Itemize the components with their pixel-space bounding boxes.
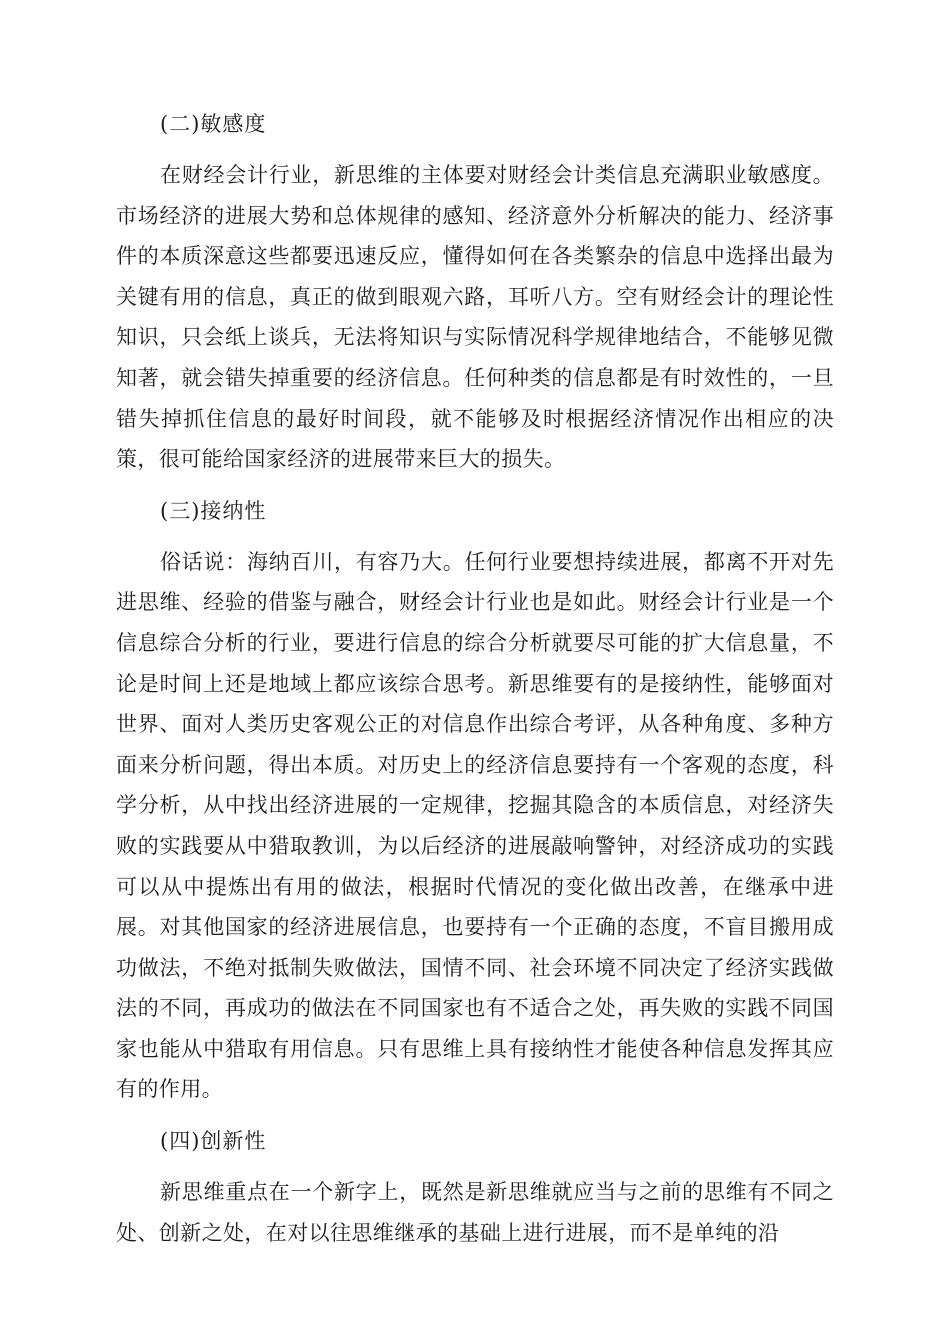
- section-heading-acceptance: (三)接纳性: [160, 498, 267, 523]
- section-body-acceptance: 俗话说：海纳百川，有容乃大。任何行业要想持续进展，都离不开对先进思维、经验的借鉴与融合，财经会计行业也是如此。财经会计行业是一个信息综合分析的行业，要进行信息的综合分析就要尽可能的扩大信息量，不论是时间上还是地域上都应该综合思考。新思维要有的是接纳性，能够面对世界、面对人类历史客观公正的对信息作出综合考评，从各种角度、多种方面来分析问题，得出本质。对历史上的经济信息要持有一个客观的态度，科学分析，从中找出经济进展的一定规律，挖掘其隐含的本质信息，对经济失败的实践要从中猎取教训，为以后经济的进展敲响警钟，对经济成功的实践可以从中提炼出有用的做法，根据时代情况的变化做出改善，在继承中进展。对其他国家的经济进展信息，也要持有一个正确的态度，不盲目搬用成功做法，不绝对抵制失败做法，国情不同、社会环境不同决定了经济实践做法的不同，再成功的做法在不同国家也有不适合之处，再失败的实践不同国家也能从中猎取有用信息。只有思维上具有接纳性才能使各种信息发挥其应有的作用。: [116, 549, 834, 1102]
- document-page: [116, 110, 834, 1270]
- section-heading-innovation: (四)创新性: [160, 1129, 267, 1154]
- section-heading-sensitivity: (二)敏感度: [160, 112, 267, 136]
- section-body-innovation: 新思维重点在一个新字上，既然是新思维就应当与之前的思维有不同之处、创新之处，在对以往思维继承的基础上进行进展，而不是单纯的沿: [116, 1180, 834, 1245]
- section-body-sensitivity: 在财经会计行业，新思维的主体要对财经会计类信息充满职业敏感度。市场经济的进展大势和总体规律的感知、经济意外分析解决的能力、经济事件的本质深意这些都要迅速反应，懂得如何在各类繁杂的信息中选择出最为关键有用的信息，真正的做到眼观六路，耳听八方。空有财经会计的理论性知识，只会纸上谈兵，无法将知识与实际情况科学规律地结合，不能够见微知著，就会错失掉重要的经济信息。任何种类的信息都是有时效性的，一旦错失掉抓住信息的最好时间段，就不能够及时根据经济情况作出相应的决策，很可能给国家经济的进展带来巨大的损失。: [116, 163, 834, 472]
